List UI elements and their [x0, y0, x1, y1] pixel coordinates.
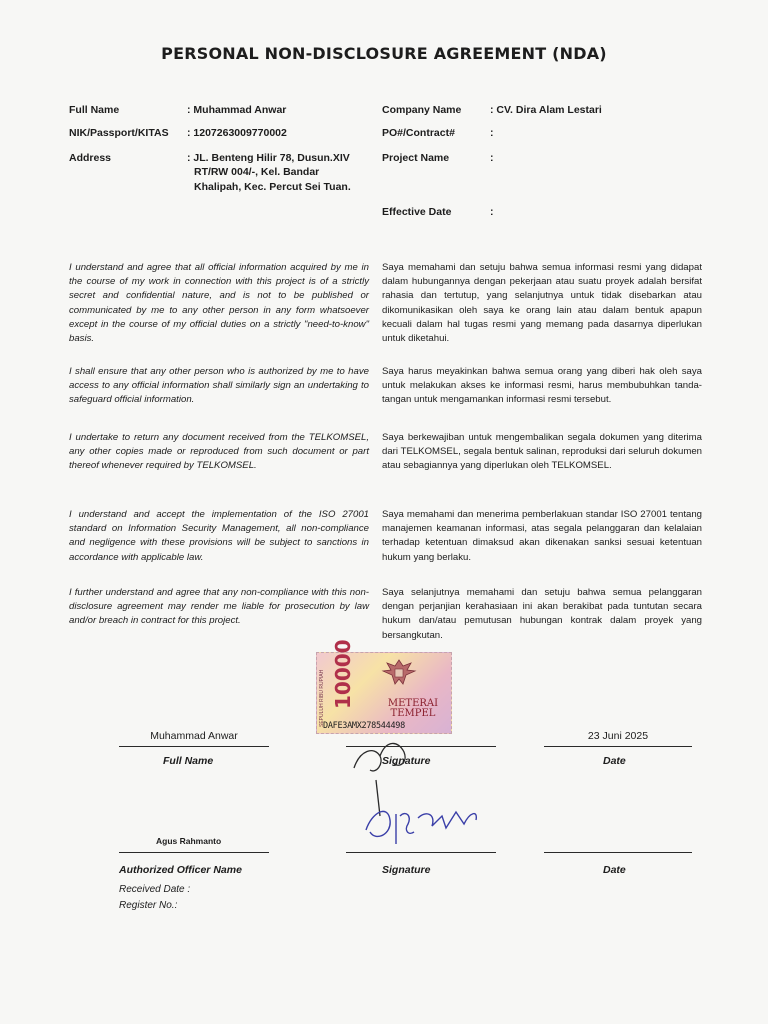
full-name-line [119, 746, 269, 747]
stamp-value: 10000 [331, 639, 355, 709]
received-date-label: Received Date : [119, 884, 191, 895]
date-line-2 [544, 852, 692, 853]
project-name-value: : [490, 152, 494, 164]
handwritten-signature-marks [346, 720, 496, 870]
document-title: PERSONAL NON-DISCLOSURE AGREEMENT (NDA) [161, 44, 607, 63]
clause-en-3: I undertake to return any document received from the TELKOMSEL, any other copies made or reproduced from such document or part thereof whenever required by TELKOMSEL. [69, 432, 369, 472]
clause-id-5: Saya selanjutnya memahami dan setuju bahwa semua pelanggaran dengan perjanjian kerahasiaan ini akan berakibat pada tuntutan secara hukum dan/atau pemutusan hubungan kontrak dalam proyek yang bersangkutan. [382, 587, 702, 641]
clause-id-4: Saya memahami dan menerima pemberlakuan standar ISO 27001 tentang manajemen keamanan informasi, atas segala pelanggaran dan kelalaian terhadap ketentuan dimaksud akan dikenakan sanksi sesuai ketentuan hukum yang berlaku. [382, 509, 702, 563]
company-name-label: Company Name [382, 104, 462, 116]
clause-en-4: I understand and accept the implementation of the ISO 27001 standard on Information Security Management, all non-compliance and negligence with these provisions will be subject to sanctions in accordance with applicable law. [69, 509, 369, 563]
address-value-line1: : JL. Benteng Hilir 78, Dusun.XIV [187, 152, 350, 164]
date-caption-1: Date [603, 755, 626, 767]
signer-name: Muhammad Anwar [150, 730, 238, 742]
clause-en-1: I understand and agree that all official information acquired by me in the course of my work in connection with this project is of a strictly secret and confidential nature, and is not to be published or communicated by me to any other person in any form whatsoever except in the course of my official duties on a strictly "need-to-know" basis. [69, 262, 369, 345]
stamp-serial: DAFE3AMX278544498 [323, 721, 405, 731]
full-name-value: : Muhammad Anwar [187, 104, 287, 116]
clause-id-3: Saya berkewajiban untuk mengembalikan segala dokumen yang diterima dari TELKOMSEL, segala bentuk salinan, reproduksi dari seluruh dokumen atau sebagiannya yang diperlukan oleh TELKOMSEL. [382, 432, 702, 472]
company-name-value: : CV. Dira Alam Lestari [490, 104, 602, 116]
officer-name-line [119, 852, 269, 853]
officer-name: Agus Rahmanto [156, 836, 222, 846]
signature-line-2 [346, 852, 496, 853]
effective-date-value: : [490, 206, 494, 218]
register-no-label: Register No.: [119, 900, 178, 911]
stamp-side-text: SEPULUH RIBU RUPIAH [319, 669, 325, 727]
nik-label: NIK/Passport/KITAS [69, 127, 169, 139]
garuda-emblem-icon [379, 657, 419, 687]
full-name-caption: Full Name [163, 755, 214, 767]
contract-label: PO#/Contract# [382, 127, 455, 139]
address-value-line2: RT/RW 004/-, Kel. Bandar [194, 166, 320, 178]
clause-id-2: Saya harus meyakinkan bahwa semua orang yang diberi hak oleh saya untuk melakukan akses ke informasi resmi, harus membubuhkan tanda-tangan untuk mengamankan informasi resmi tersebut. [382, 366, 702, 406]
clause-id-1: Saya memahami dan setuju bahwa semua informasi resmi yang didapat dalam hubungannya dengan pekerjaan atau suatu proyek adalah bersifat rahasia dan tertutup, yang selanjutnya untuk tidak disebarkan atau dikomunikasikan oleh saya ke orang lain atau dalam bentuk apapun kecuali dalam hal tugas resmi yang memang pada dasarnya diperlukan untuk diketahui. [382, 262, 702, 345]
project-name-label: Project Name [382, 152, 450, 164]
address-label: Address [69, 152, 112, 164]
full-name-label: Full Name [69, 104, 120, 116]
stamp-line2: TEMPEL [390, 708, 436, 719]
signature-caption-1: Signature [382, 755, 431, 767]
contract-value: : [490, 127, 494, 139]
nik-value: : 1207263009770002 [187, 127, 287, 139]
stamp-line1: METERAI [387, 698, 439, 709]
clause-en-2: I shall ensure that any other person who is authorized by me to have access to any official information shall similarly sign an undertaking to safeguard official information. [69, 366, 369, 406]
signature-caption-2: Signature [382, 864, 431, 876]
date-line-1 [544, 746, 692, 747]
date-caption-2: Date [603, 864, 626, 876]
clause-en-5: I further understand and agree that any non-compliance with this non-disclosure agreement may render me liable for prosecution by law and/or breach in contract for this project. [69, 587, 369, 627]
address-value-line3: Khalipah, Kec. Percut Sei Tuan. [194, 181, 351, 193]
signing-date-value: 23 Juni 2025 [587, 730, 649, 742]
effective-date-label: Effective Date [382, 206, 452, 218]
officer-name-caption: Authorized Officer Name [119, 864, 242, 876]
